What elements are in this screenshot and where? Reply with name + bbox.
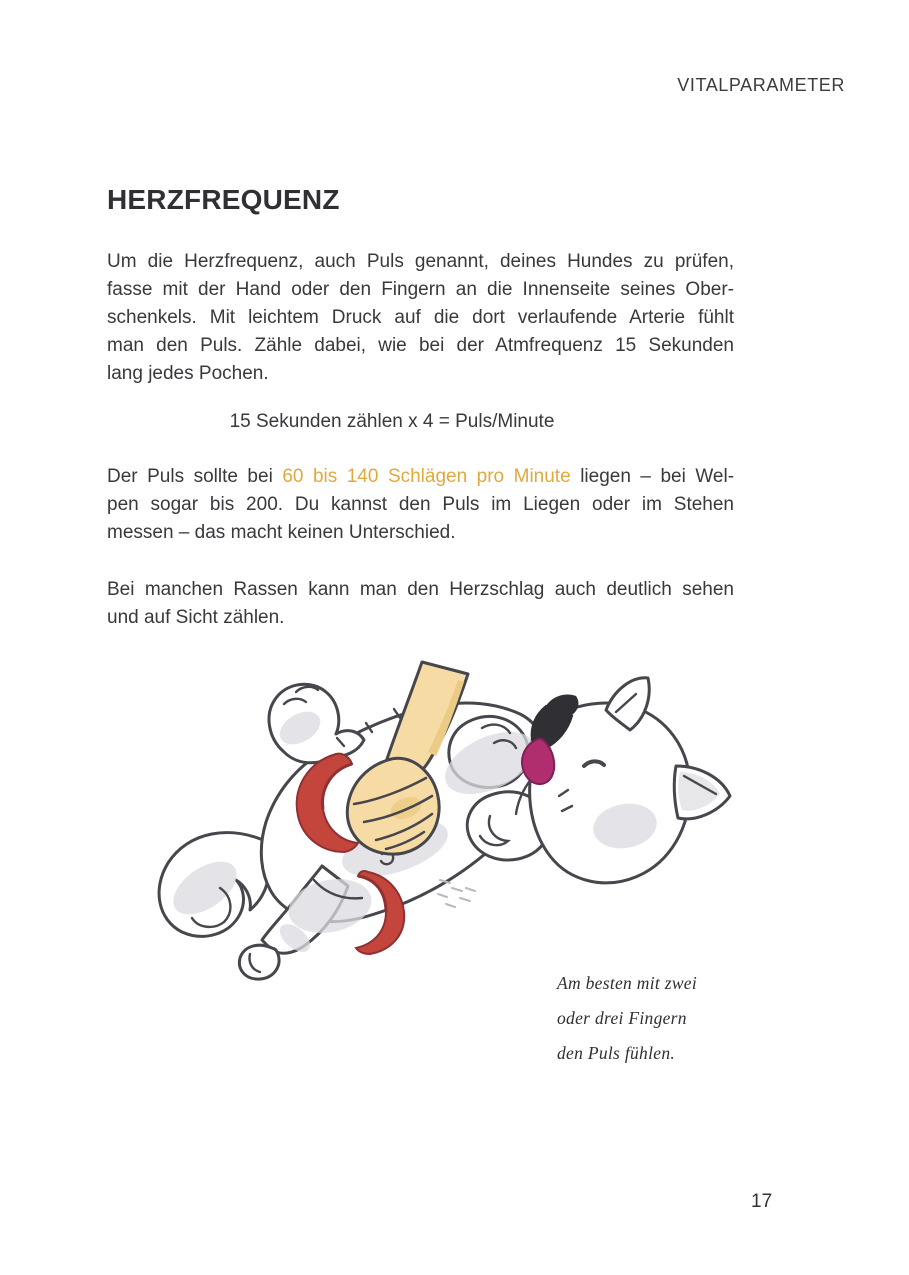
- caption-line: Am besten mit zwei: [557, 973, 698, 993]
- paragraph-line: man den Puls. Zähle dabei, wie bei der Atmfrequenz 15 Sekunden: [107, 335, 734, 356]
- paragraph-3: [107, 576, 734, 632]
- caption-line: den Puls fühlen.: [557, 1043, 676, 1063]
- paragraph-line: [107, 463, 734, 491]
- paragraph-line: schenkels. Mit leichtem Druck auf die dort verlaufende Arterie fühlt: [107, 307, 734, 328]
- paragraph-line: messen – das macht keinen Unterschied.: [107, 522, 456, 543]
- paragraph-2: [107, 463, 734, 547]
- pulse-formula: 15 Sekunden zählen x 4 = Puls/Minute: [229, 411, 555, 432]
- page-title: HERZFREQUENZ: [107, 184, 340, 215]
- page-number: 17: [751, 1191, 773, 1212]
- dog-hind-paw: [239, 945, 279, 979]
- caption-line: oder drei Fingern: [557, 1008, 687, 1028]
- paragraph-line: lang jedes Pochen.: [107, 363, 269, 384]
- dog-pulse-illustration: [100, 648, 750, 1010]
- paragraph-1: [107, 248, 734, 388]
- paragraph-line: Um die Herzfrequenz, auch Puls genannt, deines Hundes zu prüfen,: [107, 251, 734, 272]
- paragraph-line: fasse mit der Hand oder den Fingern an die Innenseite seines Ober-: [107, 279, 734, 300]
- paragraph-text: liegen – bei Wel-: [580, 466, 735, 487]
- paragraph-line: Bei manchen Rassen kann man den Herzschlag auch deutlich sehen: [107, 579, 734, 600]
- running-header: VITALPARAMETER: [677, 75, 845, 95]
- paragraph-text: Der Puls sollte bei: [107, 466, 273, 487]
- paragraph-line: und auf Sicht zählen.: [107, 607, 285, 628]
- highlighted-pulse-range: 60 bis 140 Schlägen pro Minute: [282, 466, 571, 487]
- paragraph-line: pen sogar bis 200. Du kannst den Puls im Liegen oder im Stehen: [107, 494, 734, 515]
- figure-caption: [557, 966, 767, 1071]
